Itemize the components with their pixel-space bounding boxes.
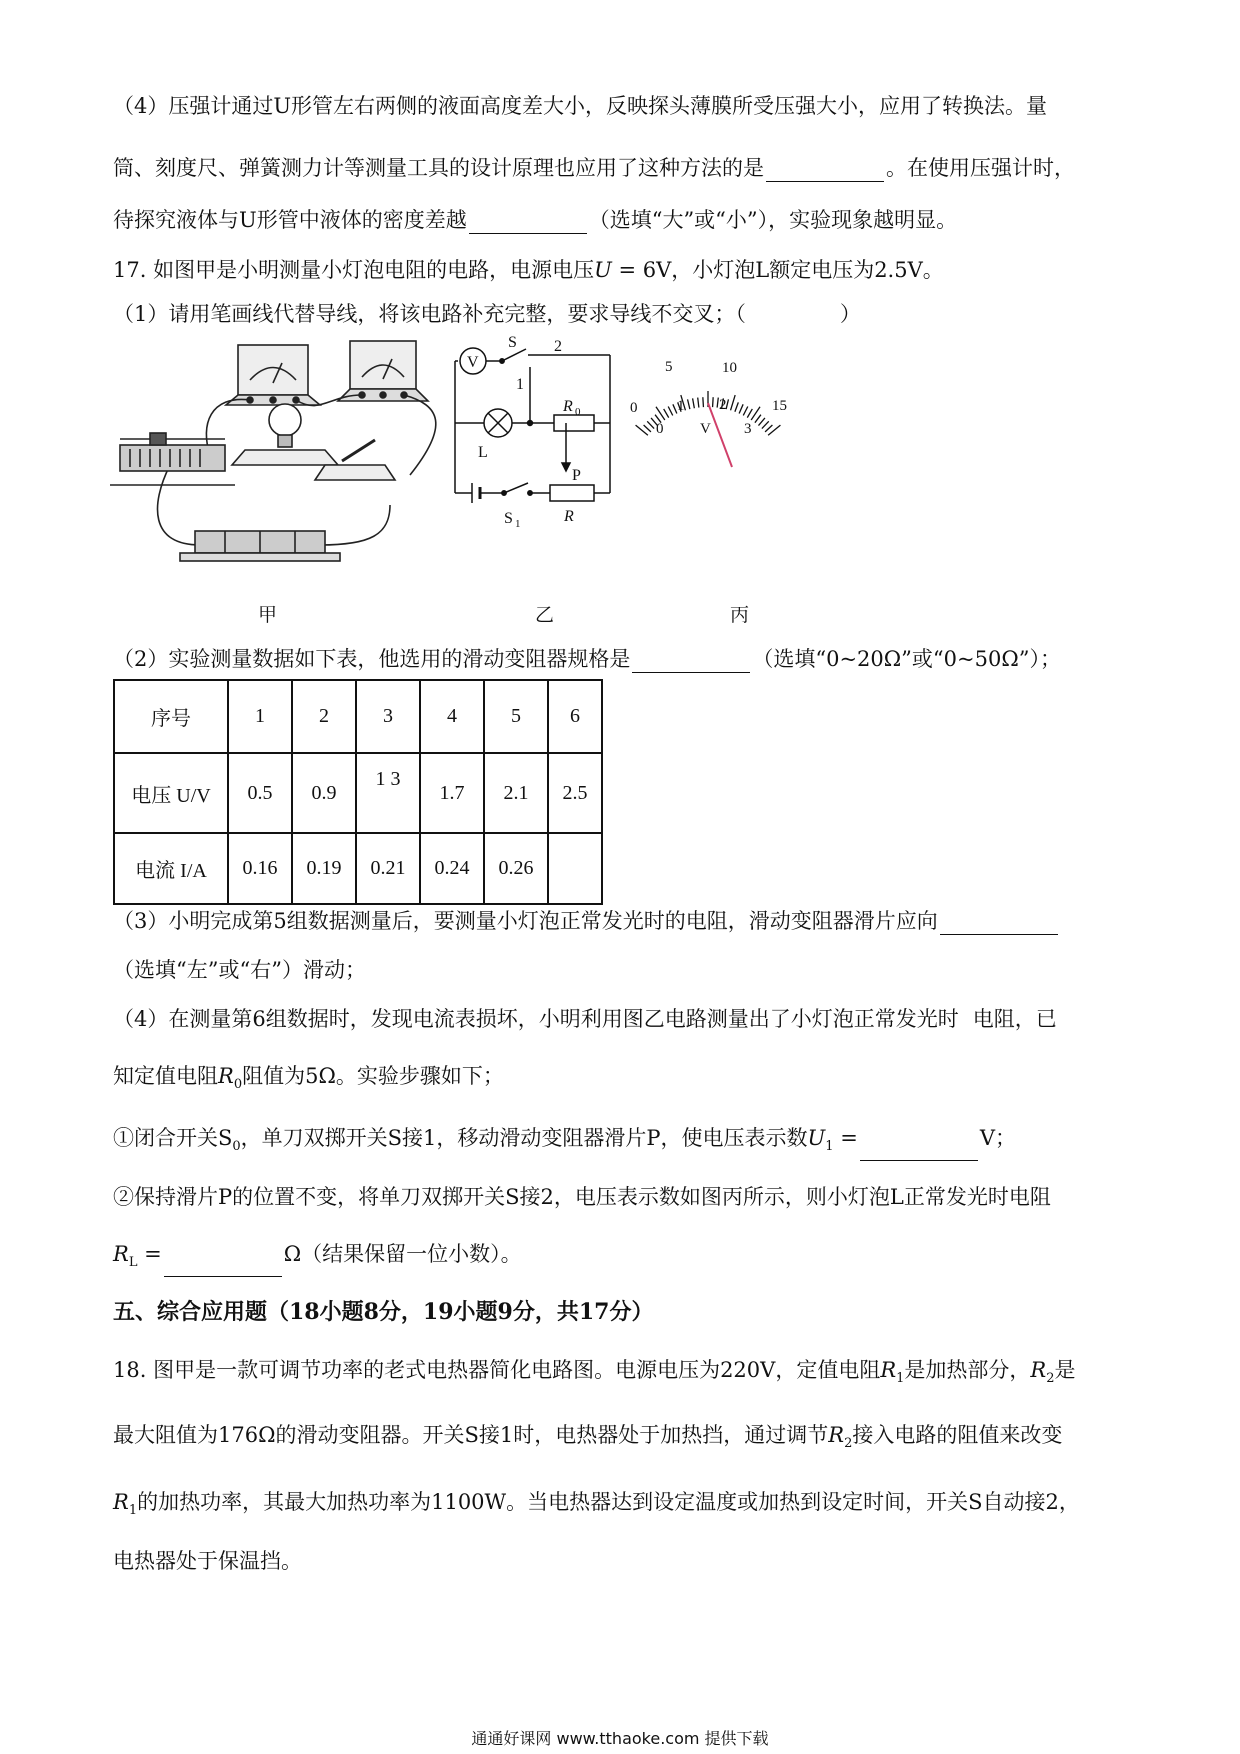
table-cell: 3	[356, 680, 420, 753]
dial-outer-10: 10	[722, 360, 737, 376]
table-header-current: 电流 I/A	[114, 833, 228, 904]
q17-part2-tail: （选填“0~20Ω”或“0~50Ω”）；	[752, 647, 1061, 671]
dial-tick	[735, 402, 738, 411]
q17-intro	[113, 256, 944, 284]
q18-line2-tail: 接入电路的阻值来改变	[852, 1423, 1063, 1447]
q16-part4-line3	[113, 206, 957, 234]
table-cell-empty[interactable]	[548, 833, 602, 904]
q16-part4-line1: （4）压强计通过U形管左右两侧的液面高度差大小，反映探头薄膜所受压强大小，应用了转换法。量	[113, 94, 1048, 118]
label-r: R	[564, 508, 574, 525]
label-l: L	[478, 444, 488, 461]
q18-line1-tail: 是	[1054, 1358, 1076, 1382]
q18-line4: 电热器处于保温挡。	[113, 1549, 302, 1573]
page-footer: 通通好课网 www.tthaoke.com 提供下载	[471, 1729, 769, 1748]
table-cell: 0.26	[484, 833, 548, 904]
q17-s0-sub: 0	[232, 1139, 241, 1154]
dial-tick	[644, 425, 651, 432]
label-s: S	[508, 335, 517, 351]
q17-step3	[113, 1240, 522, 1277]
label-r0: R	[563, 398, 573, 415]
rheostat-device-icon	[110, 433, 235, 485]
q17-part2	[113, 645, 1061, 673]
q17-rl-sub: L	[128, 1255, 138, 1270]
answer-blank-density-difference[interactable]	[469, 211, 587, 234]
dial-tick	[703, 397, 704, 407]
voltmeter-device-icon	[226, 345, 320, 405]
q17-part4-text-tail: 电阻，已	[972, 1007, 1057, 1031]
figure-yi-circuit-diagram	[455, 348, 610, 503]
q17-step2: ②保持滑片P的位置不变，将单刀双掷开关S接2，电压表示数如图丙所示，则小灯泡L正常发光时电阻	[113, 1185, 1051, 1209]
q17-part1	[113, 300, 861, 328]
q17-part4-line2-post: 阻值为5Ω。实验步骤如下；	[242, 1064, 504, 1088]
dial-tick	[762, 421, 769, 428]
q17-part4-line2	[113, 1062, 504, 1099]
q18-r1-symbol: R	[880, 1358, 897, 1382]
table-cell: 1.7	[420, 753, 484, 833]
dial-unit: V	[700, 421, 711, 437]
answer-blank-rl-resistance[interactable]	[164, 1254, 282, 1277]
dial-inner-2: 2	[719, 397, 727, 413]
q17-part2-text: （2）实验测量数据如下表，他选用的滑动变阻器规格是	[113, 647, 631, 671]
battery-pack-icon	[180, 531, 340, 561]
q16-part4-line3-tail: （选填“大”或“小”），实验现象越明显。	[588, 208, 958, 232]
label-s1: S	[504, 510, 513, 527]
q17-part4-line2-pre: 知定值电阻	[113, 1064, 218, 1088]
q17-rl-symbol: R	[113, 1242, 129, 1266]
dial-tick	[755, 415, 761, 423]
answer-blank-u1-voltage[interactable]	[860, 1138, 978, 1161]
q18-line3-text: 的加热功率，其最大加热功率为1100W。当电热器达到设定温度或加热到设定时间，开关S自动接2，	[137, 1490, 1080, 1514]
dial-inner-0: 0	[656, 421, 664, 437]
q17-step1	[113, 1124, 1016, 1161]
q17-part3-line1	[113, 907, 1060, 935]
table-cell: 2.5	[548, 753, 602, 833]
q17-intro-u-symbol: U	[594, 258, 612, 282]
q18-line1-text: 18. 图甲是一款可调节功率的老式电热器简化电路图。电源电压为220V，定值电阻	[113, 1358, 881, 1382]
dial-inner-3: 3	[744, 421, 752, 437]
q17-u1-sub: 1	[825, 1139, 834, 1154]
q16-part4-line2	[113, 154, 1075, 182]
section-5-heading: 五、综合应用题（18小题8分，19小题9分，共17分）	[113, 1299, 654, 1325]
label-v: V	[467, 354, 479, 371]
q16-part4-line2-text: 筒、刻度尺、弹簧测力计等测量工具的设计原理也应用了这种方法的是	[113, 156, 764, 180]
dial-tick	[713, 397, 714, 407]
table-cell: 5	[484, 680, 548, 753]
q18-line3	[113, 1488, 1080, 1525]
table-cell: 1 3	[356, 753, 420, 833]
q17-part4-line1	[113, 1005, 1057, 1033]
rheostat-symbol-icon	[550, 485, 594, 501]
label-s1-sub: 1	[515, 518, 521, 530]
q16-part4-line2-tail: 。在使用压强计时，	[886, 156, 1075, 180]
q17-r0-symbol: R	[218, 1064, 234, 1088]
table-cell: 0.5	[228, 753, 292, 833]
dial-tick	[664, 409, 669, 418]
q18-line1-mid: 是加热部分，	[904, 1358, 1031, 1382]
q17-r0-sub: 0	[233, 1077, 243, 1092]
label-p: P	[572, 467, 581, 484]
experiment-figures	[110, 335, 870, 620]
dial-tick	[688, 399, 690, 409]
table-row-index	[114, 680, 602, 753]
measurement-table	[113, 679, 603, 905]
q17-intro-tail: = 6V，小灯泡L额定电压为2.5V。	[611, 258, 944, 282]
light-bulb-icon	[232, 404, 338, 465]
q18-line1	[113, 1356, 1076, 1393]
q18-r2-sub-2: 2	[844, 1436, 853, 1451]
answer-blank-slide-direction[interactable]	[940, 912, 1058, 935]
table-row-voltage	[114, 753, 602, 833]
q17-intro-text: 17. 如图甲是小明测量小灯泡电阻的电路，电源电压	[113, 258, 595, 282]
label-2: 2	[554, 338, 562, 355]
q17-step1-mid: ，单刀双掷开关S接1，移动滑动变阻器滑片P，使电压表示数	[240, 1126, 808, 1150]
dial-tick	[758, 418, 764, 426]
table-cell: 0.19	[292, 833, 356, 904]
answer-blank-measuring-tool[interactable]	[766, 159, 884, 182]
dial-tick	[698, 398, 699, 408]
q17-s0-symbol: S	[218, 1126, 233, 1150]
q18-r1-sub-2: 1	[128, 1503, 138, 1518]
q18-line2-text: 最大阻值为176Ω的滑动变阻器。开关S接1时，电热器处于加热挡，通过调节	[113, 1423, 829, 1447]
table-cell: 0.21	[356, 833, 420, 904]
dial-tick	[668, 407, 673, 416]
dial-tick	[743, 407, 748, 416]
q17-part1-close: ）	[839, 302, 861, 326]
q18-r2-symbol: R	[1030, 1358, 1047, 1382]
table-cell: 1	[228, 680, 292, 753]
dial-tick	[765, 425, 772, 432]
switch-s1-symbol-icon	[504, 483, 528, 493]
ammeter-device-icon	[338, 341, 428, 401]
table-header-voltage: 电压 U/V	[114, 753, 228, 833]
q18-r2-symbol-2: R	[828, 1423, 845, 1447]
q17-part3-text: （3）小明完成第5组数据测量后，要测量小灯泡正常发光时的电阻，滑动变阻器滑片应向	[113, 909, 938, 933]
table-cell: 0.24	[420, 833, 484, 904]
table-cell: 6	[548, 680, 602, 753]
q17-step3-tail: Ω（结果保留一位小数）。	[283, 1242, 522, 1266]
q17-part1-text: （1）请用笔画线代替导线，将该电路补充完整，要求导线不交叉；（	[113, 302, 746, 326]
table-row-current	[114, 833, 602, 904]
table-cell: 4	[420, 680, 484, 753]
caption-yi: 乙	[535, 604, 555, 626]
q17-u1-symbol: U	[807, 1126, 826, 1150]
label-1: 1	[516, 376, 524, 393]
table-cell: 2.1	[484, 753, 548, 833]
q16-part4-line3-text: 待探究液体与U形管中液体的密度差越	[113, 208, 467, 232]
dial-tick	[747, 409, 752, 418]
q18-r1-symbol-2: R	[113, 1490, 129, 1514]
table-cell: 0.16	[228, 833, 292, 904]
figure-jia-physical-circuit	[110, 341, 436, 561]
dial-outer-15: 15	[772, 398, 787, 414]
resistor-r0-symbol-icon	[554, 415, 594, 431]
q17-step3-eq: =	[137, 1242, 162, 1266]
label-r0-sub: 0	[575, 406, 581, 418]
q18-line2	[113, 1421, 1062, 1458]
caption-bing: 丙	[730, 604, 750, 626]
table-cell: 0.9	[292, 753, 356, 833]
q17-step1-eq: =	[833, 1126, 858, 1150]
dial-inner-1: 1	[677, 398, 685, 414]
q18-r2-sub: 2	[1046, 1371, 1055, 1386]
dial-tick	[731, 395, 736, 410]
caption-jia: 甲	[258, 604, 278, 626]
dial-tick	[693, 398, 695, 408]
dial-tick	[739, 404, 743, 413]
q18-r1-sub: 1	[896, 1371, 905, 1386]
answer-blank-rheostat-spec[interactable]	[632, 650, 750, 673]
q17-step1-unit: V；	[979, 1126, 1016, 1150]
q17-step1-pre: ①闭合开关	[113, 1126, 218, 1150]
dial-outer-0: 0	[630, 400, 638, 416]
table-cell: 2	[292, 680, 356, 753]
dial-tick	[647, 421, 654, 428]
q17-part4-text: （4）在测量第6组数据时，发现电流表损坏，小明利用图乙电路测量出了小灯泡正常发光时	[113, 1007, 959, 1031]
table-header-index: 序号	[114, 680, 228, 753]
q17-part3-line2: （选填“左”或“右”）滑动；	[113, 958, 366, 982]
dial-outer-5: 5	[665, 359, 673, 375]
